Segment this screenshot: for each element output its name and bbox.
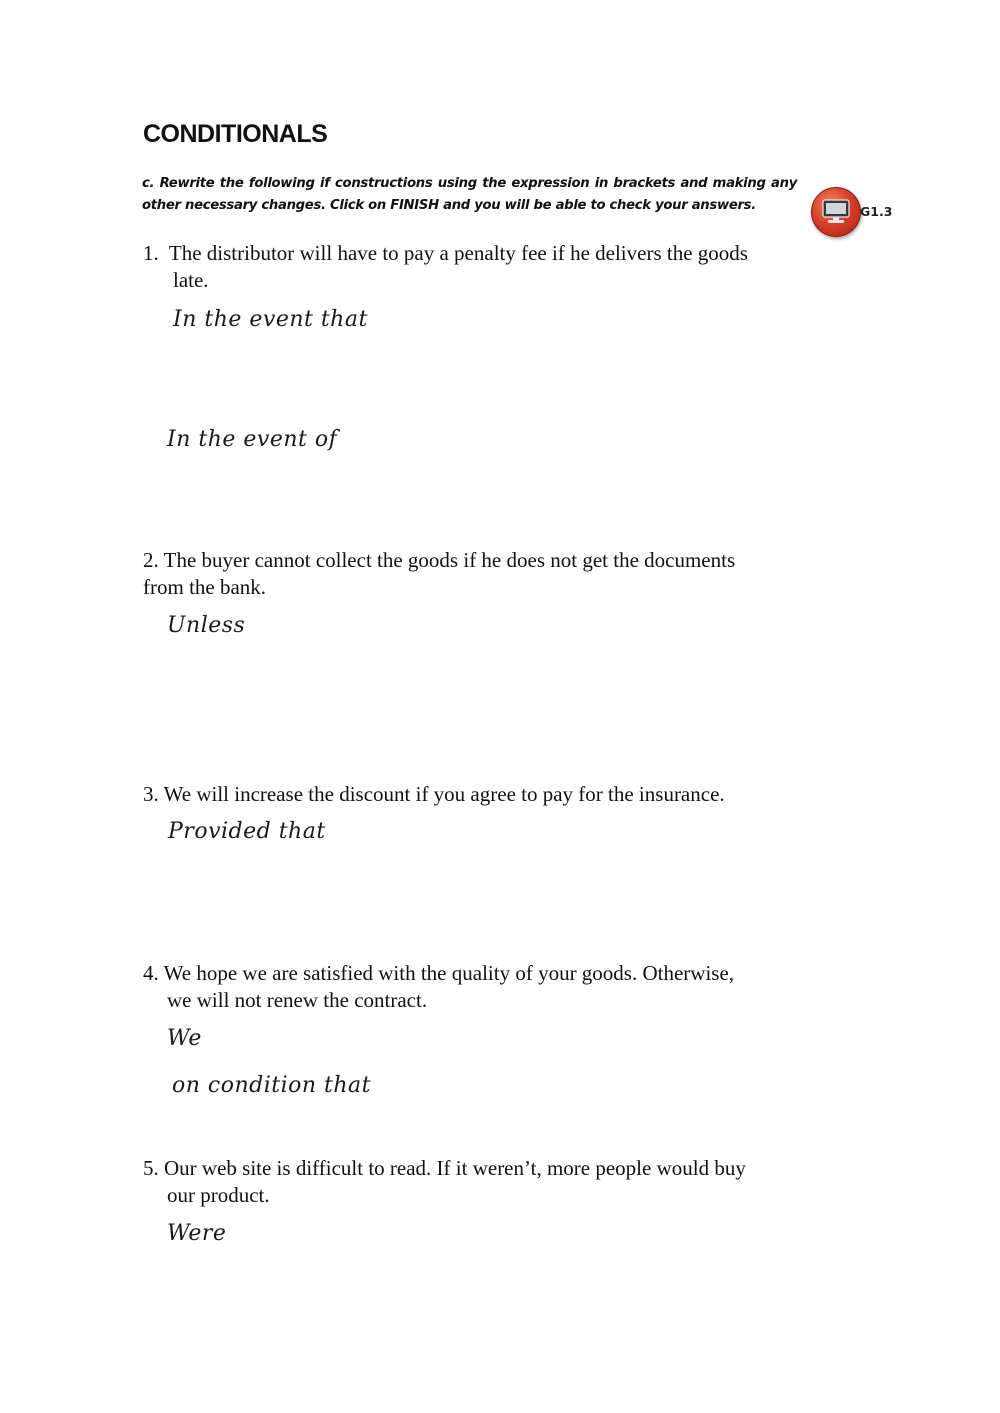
- question-1: [143, 240, 748, 267]
- question-4-line2: we will not renew the contract.: [167, 988, 428, 1012]
- hint-text: Were: [167, 1221, 227, 1246]
- hint-text: Provided that: [168, 819, 326, 844]
- question-number: 4.: [143, 961, 159, 985]
- question-number: 3.: [143, 782, 159, 806]
- question-text: The distributor will have to pay a penalty fee if he delivers the goods: [168, 241, 748, 265]
- question-number: 1.: [143, 241, 159, 265]
- g13-badge-button[interactable]: [811, 187, 861, 237]
- question-number: 2.: [143, 548, 159, 572]
- question-text: Our web site is difficult to read. If it weren’t, more people would buy: [164, 1156, 746, 1180]
- computer-icon: [821, 199, 851, 225]
- question-4: [143, 960, 734, 987]
- hint-text: In the event of: [167, 427, 338, 452]
- hint-text: Unless: [167, 613, 246, 638]
- question-text: We will increase the discount if you agree to pay for the insurance.: [163, 782, 725, 806]
- question-1-line2: late.: [173, 268, 209, 292]
- question-2-line2: from the bank.: [143, 575, 267, 599]
- hint-text: In the event that: [173, 307, 368, 332]
- question-text: We hope we are satisfied with the quality of your goods. Otherwise,: [163, 961, 735, 985]
- page-title: CONDITIONALS: [143, 120, 328, 148]
- hint-text: We: [167, 1026, 202, 1051]
- instructions: c. Rewrite the following if constructions using the expression in brackets and making any other necessary changes. Click on FINISH and you will be able to check your answers.: [142, 176, 797, 213]
- question-5-line2: our product.: [167, 1183, 270, 1207]
- question-2: [143, 547, 735, 574]
- question-3: [143, 781, 725, 808]
- question-number: 5.: [143, 1156, 159, 1180]
- question-text: The buyer cannot collect the goods if he does not get the documents: [163, 548, 736, 572]
- badge-label: G1.3: [860, 204, 893, 219]
- question-5: [143, 1155, 746, 1182]
- hint-text: on condition that: [172, 1073, 372, 1098]
